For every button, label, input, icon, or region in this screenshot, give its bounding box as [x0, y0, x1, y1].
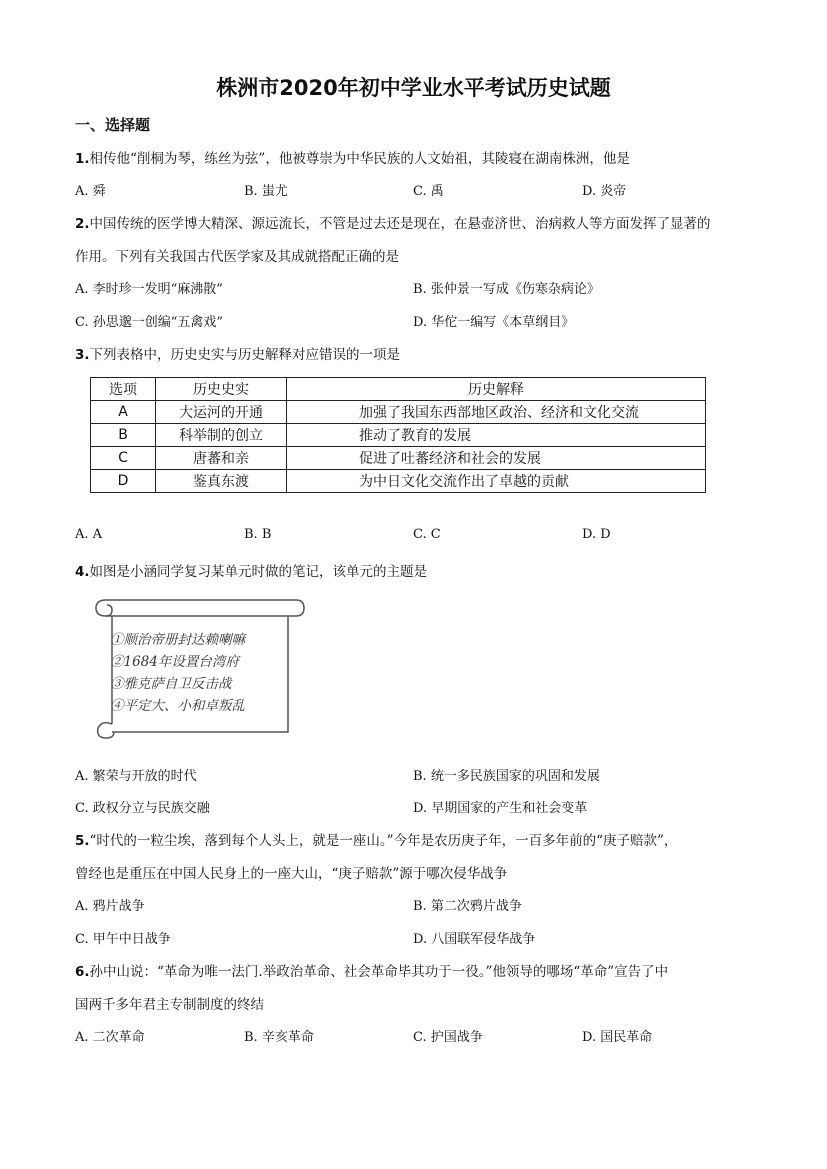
table-header-cell: 历史史实	[156, 378, 287, 401]
q5-option-a: A. 鸦片战争	[75, 899, 145, 914]
table-header-row	[91, 378, 706, 401]
table-header-cell: 选项	[91, 378, 156, 401]
q1-option-d: D. 炎帝	[582, 184, 627, 199]
question-number: 2.	[75, 216, 90, 232]
q4-option-b: B. 统一多民族国家的巩固和发展	[413, 769, 600, 784]
note-item-4: ④平定大、小和卓叛乱	[110, 698, 245, 714]
note-item-2: ②1684年设置台湾府	[110, 654, 239, 670]
q6-option-b: B. 辛亥革命	[244, 1030, 314, 1045]
question-3	[75, 343, 400, 363]
table-cell: 推动了教育的发展	[287, 424, 706, 447]
q2-option-c: C. 孙思邈一创编“五禽戏”	[75, 315, 224, 330]
q6-option-d: D. 国民革命	[582, 1030, 653, 1045]
table-cell: 唐蕃和亲	[156, 447, 287, 470]
question-5-line2: 曾经也是重压在中国人民身上的一座大山，“庚子赔款”源于哪次侵华战争	[75, 866, 508, 882]
note-item-1: ①顺治帝册封达赖喇嘛	[110, 632, 245, 648]
table-cell: 促进了吐蕃经济和社会的发展	[287, 447, 706, 470]
section-heading: 一、选择题	[75, 116, 151, 134]
q4-option-c: C. 政权分立与民族交融	[75, 801, 210, 816]
question-number: 6.	[75, 964, 90, 980]
question-4	[75, 560, 427, 580]
question-text-line1: 中国传统的医学博大精深、源远流长，不管是过去还是现在，在悬壶济世、治病救人等方面发挥了显著的	[89, 216, 711, 232]
table-cell: A	[91, 401, 156, 424]
question-text: 如图是小涵同学复习某单元时做的笔记，该单元的主题是	[89, 564, 428, 580]
table-header-cell: 历史解释	[287, 378, 706, 401]
question-number: 4.	[75, 564, 90, 580]
note-item-3: ③雅克萨自卫反击战	[110, 676, 232, 692]
q1-option-a: A. 舜	[75, 184, 106, 199]
question-number: 1.	[75, 151, 90, 167]
q3-option-a: A. A	[75, 527, 103, 542]
q4-option-a: A. 繁荣与开放的时代	[75, 769, 197, 784]
table-row	[91, 401, 706, 424]
question-text-line1: “时代的一粒尘埃，落到每个人头上，就是一座山。”今年是农历庚子年，一百多年前的“庚子赔款”，	[89, 833, 678, 849]
table-cell: 加强了我国东西部地区政治、经济和文化交流	[287, 401, 706, 424]
q4-option-d: D. 早期国家的产生和社会变革	[413, 801, 588, 816]
q3-option-c: C. C	[413, 527, 441, 542]
question-1	[75, 147, 630, 167]
question-number: 3.	[75, 347, 90, 363]
table-row	[91, 447, 706, 470]
table-cell: 大运河的开通	[156, 401, 287, 424]
q3-option-b: B. B	[244, 527, 272, 542]
question-2-line2: 作用。下列有关我国古代医学家及其成就搭配正确的是	[75, 249, 399, 265]
table-cell: 为中日文化交流作出了卓越的贡献	[287, 470, 706, 493]
q6-option-c: C. 护国战争	[413, 1030, 483, 1045]
q5-option-d: D. 八国联军侵华战争	[413, 932, 536, 947]
table-row	[91, 470, 706, 493]
page-title: 株洲市2020年初中学业水平考试历史试题	[216, 76, 611, 100]
q2-option-a: A. 李时珍一发明“麻沸散”	[75, 282, 223, 297]
q5-option-b: B. 第二次鸦片战争	[413, 899, 522, 914]
table-cell: B	[91, 424, 156, 447]
question-2	[75, 212, 711, 232]
table-cell: 鉴真东渡	[156, 470, 287, 493]
q6-option-a: A. 二次革命	[75, 1030, 145, 1045]
question-text: 相传他“削桐为琴，练丝为弦”，他被尊崇为中华民族的人文始祖，其陵寝在湖南株洲，他是	[89, 151, 630, 167]
q1-option-c: C. 禹	[413, 184, 444, 199]
q1-option-b: B. 蚩尤	[244, 184, 288, 199]
question-number: 5.	[75, 833, 90, 849]
q2-option-d: D. 华佗一编写《本草纲目》	[413, 315, 575, 330]
table-cell: 科举制的创立	[156, 424, 287, 447]
q3-option-d: D. D	[582, 527, 611, 542]
question-5	[75, 829, 677, 849]
question-6-line2: 国两千多年君主专制制度的终结	[75, 997, 264, 1013]
table-cell: D	[91, 470, 156, 493]
table-cell: C	[91, 447, 156, 470]
q5-option-c: C. 甲午中日战争	[75, 932, 171, 947]
question-text-line1: 孙中山说：“革命为唯一法门.举政治革命、社会革命毕其功于一役。”他领导的哪场“革命”宣告了中	[89, 964, 669, 980]
q2-option-b: B. 张仲景一写成《伤寒杂病论》	[413, 282, 600, 297]
question-text: 下列表格中，历史史实与历史解释对应错误的一项是	[89, 347, 401, 363]
history-table	[90, 377, 706, 493]
table-row	[91, 424, 706, 447]
question-6	[75, 960, 668, 980]
